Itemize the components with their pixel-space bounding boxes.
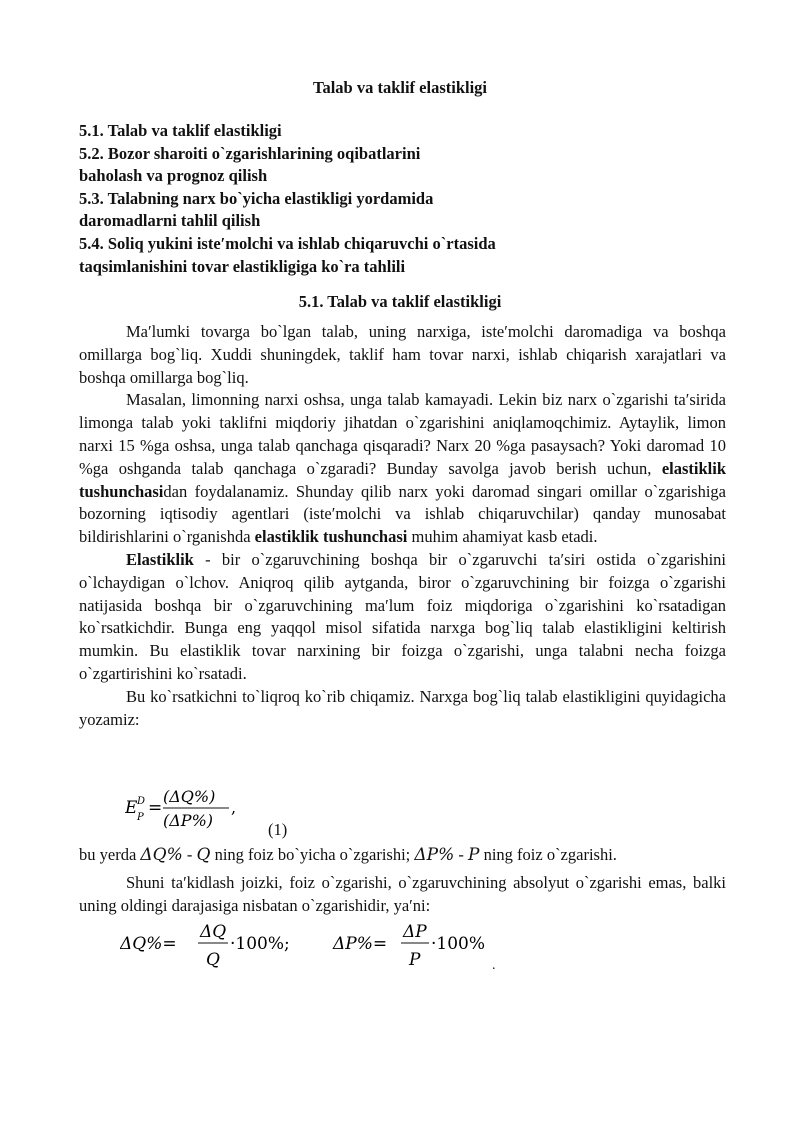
formula-numerator: ΔQ [200,922,227,942]
bold-term: Elastiklik [126,549,194,569]
formula-e: E [125,798,138,818]
body-text [79,872,726,918]
text-run: - [182,845,197,864]
toc-line: daromadlarni tahlil qilish [79,211,261,231]
formula-denominator: P [409,950,421,970]
toc-line: 5.2. Bozor sharoiti o`zgarishlarining oqibatlarini [79,143,421,163]
toc-line: 5.1. Talab va taklif elastikligi [79,121,282,140]
text-run: - bir o`zgaruvchining boshqa bir o`zgaruvchi ta′siri ostida o`zgarishini o`lchaydigan o`lchov. Aniqroq qilib aytganda, biror o`zgaruvchining bir foizga o`zgarishi natijasida boshqa bir o`zgaruvchining ma′lum foiz miqdoriga o`zgarishini ko`rsatadigan ko`rsatkichdir. Bunga eng yaqqol misol sifatida narxga bog`liq talab elastikligini keltirish mumkin. Bu elastiklik tovar narxining bir foizga o`zgarishi, unga talabni necha foizga o`zgartirishini ko`rsatadi. [79,549,726,683]
paragraph: Ma′lumki tovarga bo`lgan talab, uning narxiga, iste′molchi daromadiga va boshqa omillarga bog`liq. Xuddi shuningdek, taklif ham tovar narxi, ishlab chiqarish xarajatlari va boshqa omillarga bog`liq. [79,322,726,387]
text-run: bu yerda [79,845,141,864]
text-run: ning foiz o`zgarishi. [479,845,617,864]
toc-line: baholash va prognoz qilish [79,166,268,186]
toc-line: 5.4. Soliq yukini iste′molchi va ishlab chiqaruvchi o`rtasida [79,233,496,253]
formula-lhs: ΔP%= [333,934,388,954]
formula-denominator: Q [206,950,220,970]
text-run: dan foydalanamiz. Shunday qilib narx yoki daromad singari omillar o`zgarishiga bozorning iqtisodiy agentlari (iste′molchi va ishlab chiqaruvchilar) qanday munosabat bildirishlarini o`rganishda [79,481,726,547]
table-of-contents [79,120,496,278]
formula-lhs: ΔQ%= [120,934,177,954]
math-symbol: Q [196,845,211,865]
formula-numerator: ΔP [403,922,427,942]
formula-equals: = [148,798,163,818]
formula-comma: , [231,798,237,817]
math-symbol: ΔP% [414,845,455,865]
formula-tail: ·100% [431,934,486,954]
text-run: Masalan, limonning narxi oshsa, unga talab kamayadi. Lekin biz narx o`zgarishi ta′sirida limonga talab yoki taklifni miqdoriy jihatdan o`zgarishini aniqlamoqchimiz. Aytaylik, limon narxi 15 %ga oshsa, unga talab qanchaga qisqaradi? Narx 20 %ga pasaysach? Yoki daromad 10 %ga oshganda talab qanchaga o`zgaradi? Bunday savolga javob berish uchun, [79,390,726,478]
math-symbol: ΔQ% [140,845,183,865]
percent-change-formulas [120,915,520,975]
document-title: Talab va taklif elastikligi [312,78,488,97]
bold-term: elastiklik tushunchasi [254,527,408,547]
math-symbol: P [468,845,480,865]
text-run: - [454,845,468,864]
toc-line: 5.3. Talabning narx bo`yicha elastikligi yordamida [79,188,434,208]
paragraph [79,389,726,549]
text-run: ning foiz bo`yicha o`zgarishi; [210,845,415,864]
trailing-dot: . [492,958,496,973]
formula-sup: D [137,796,146,807]
definition-line [79,845,779,865]
text-run: muhim ahamiyat kasb etadi. [407,527,598,547]
section-heading: 5.1. Talab va taklif elastikligi [298,292,502,311]
body-text [79,321,726,731]
equation-number: (1) [268,820,288,839]
bold-term: elastiklik tushunchasi [79,458,726,501]
formula-numerator: (ΔQ%) [163,787,216,806]
toc-line: taqsimlanishini tovar elastikligiga ko`ra tahlili [79,256,406,276]
paragraph [79,549,726,686]
paragraph: Shuni ta′kidlash joizki, foiz o`zgarishi, o`zgaruvchining absolyut o`zgarishi emas, balki uning oldingi darajasiga nisbatan o`zgarishidir, ya′ni: [79,873,726,915]
formula-denominator: (ΔP%) [163,811,214,830]
formula-sub: P [137,812,144,823]
paragraph: Bu ko`rsatkichni to`liqroq ko`rib chiqamiz. Narxga bog`liq talab elastikligini quyidagicha yozamiz: [79,686,726,729]
formula-tail: ·100%; [230,934,290,954]
